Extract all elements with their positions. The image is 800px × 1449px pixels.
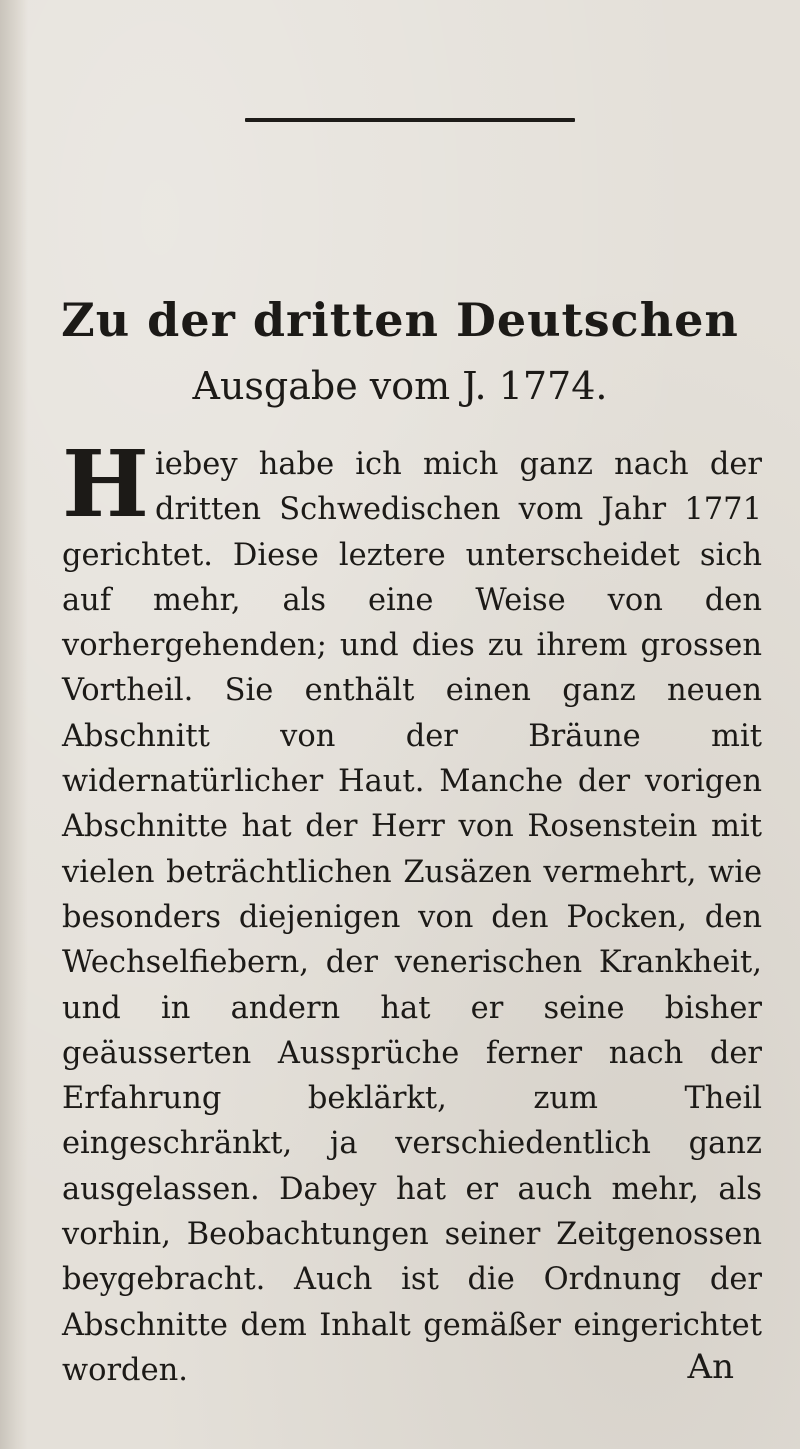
header-rule [245,118,575,122]
paragraph-text: iebey habe ich mich ganz nach der dritten Schwedischen vom Jahr 1771 gerichtet. Diese leztere unterscheidet sich auf mehr, als eine Weise von den vorhergehenden; und dies zu ihrem grossen Vortheil. Sie enthält einen ganz neuen Abschnitt von der Bräune mit widernatürlicher Haut. Manche der vorigen Abschnitte hat der Herr von Rosenstein mit vielen beträchtlichen Zusäzen vermehrt, wie besonders diejenigen von den Pocken, den Wechselfiebern, der venerischen Krankheit, und in andern hat er seine bisher geäusserten Aussprüche ferner nach der Erfahrung beklärkt, zum Theil eingeschränkt, ja verschiedentlich ganz ausgelassen. Dabey hat er auch mehr, als vorhin, Beobachtungen seiner Zeitgenossen beygebracht. Auch ist die Ordnung der Abschnitte dem Inhalt gemäßer eingerichtet worden. [62,447,762,1388]
page-title: Zu der dritten Deutschen [61,293,739,347]
paragraph [62,430,762,1393]
catchword: An [687,1347,734,1387]
body-paragraph [62,430,762,1393]
drop-cap-initial: H [62,430,149,538]
page-subtitle: Ausgabe vom J. 1774. [192,364,608,408]
page-binding-edge [0,0,28,1449]
